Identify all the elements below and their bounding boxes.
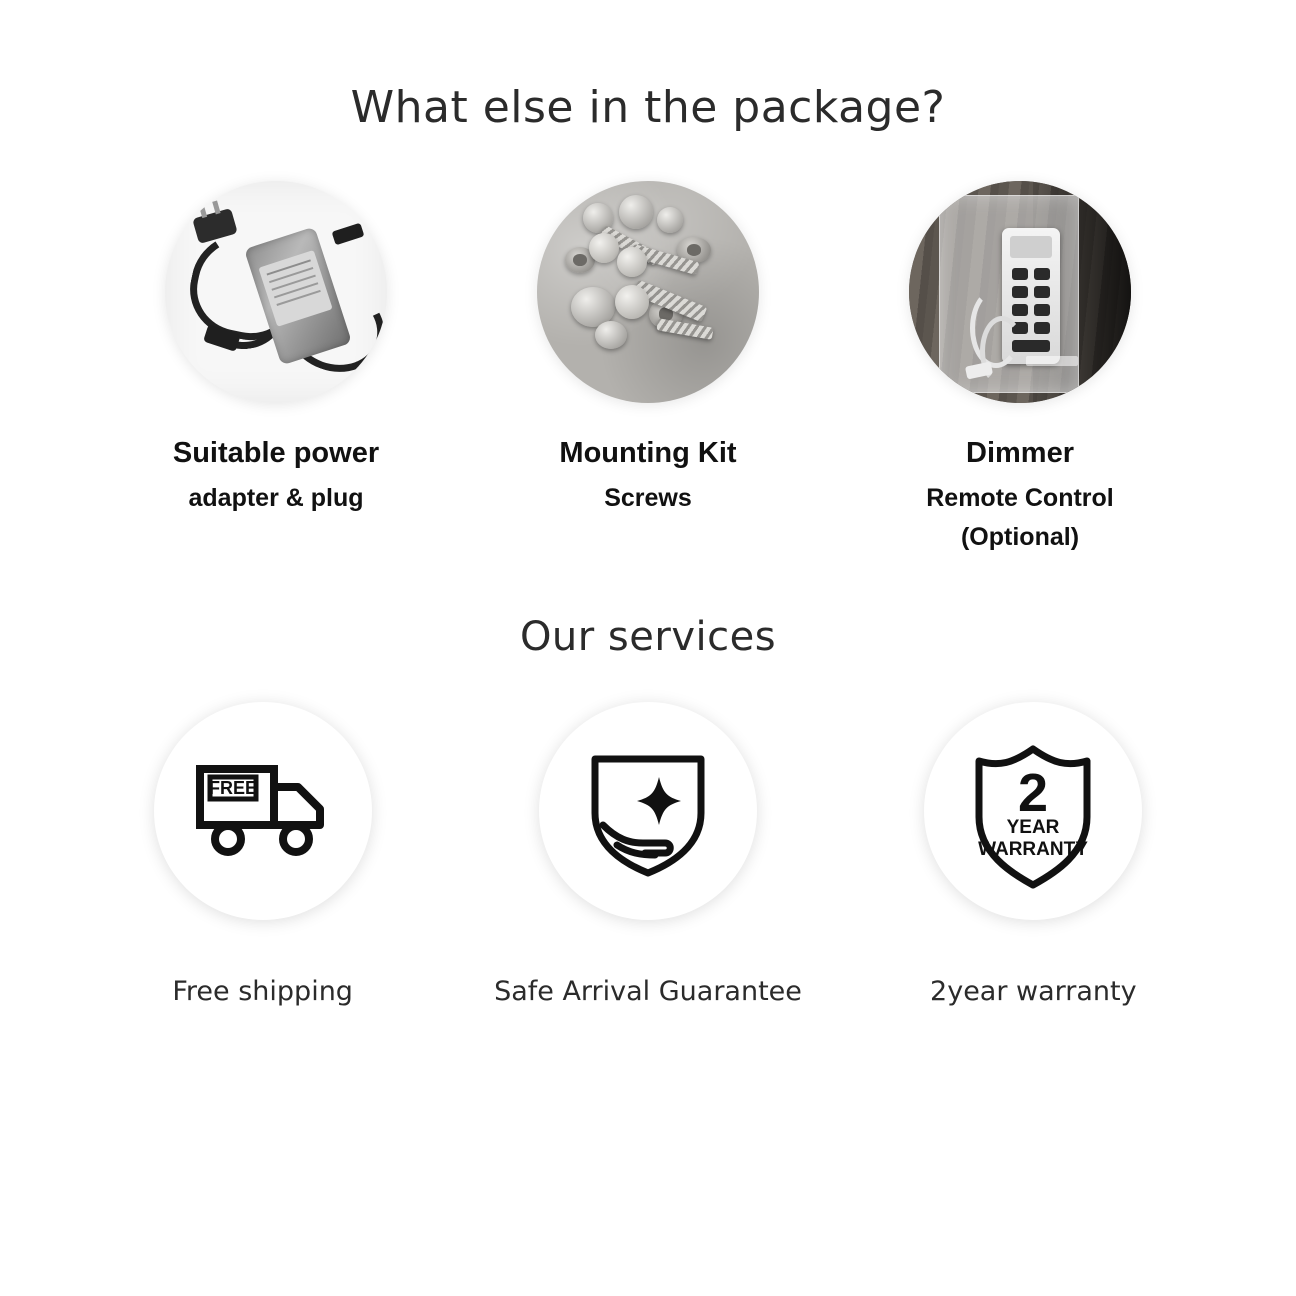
- warranty-word-text: WARRANTY: [978, 838, 1089, 860]
- delivery-truck-icon: [188, 751, 338, 871]
- service-label: Safe Arrival Guarantee: [494, 975, 802, 1007]
- package-item-dimmer: [834, 181, 1206, 552]
- warranty-number: 2: [1018, 762, 1049, 823]
- service-label: Free shipping: [172, 975, 353, 1007]
- warranty-icon-circle: [924, 702, 1142, 920]
- services-section-heading: Our services: [519, 613, 777, 660]
- free-badge-text: FREE: [208, 777, 257, 798]
- service-item-safe-arrival: [455, 702, 840, 1007]
- services-items-row: [0, 702, 1296, 1007]
- power-adapter-photo: [165, 181, 387, 403]
- package-section-heading: What else in the package?: [350, 82, 946, 133]
- package-items-row: [0, 181, 1296, 552]
- free-shipping-icon-circle: [154, 702, 372, 920]
- service-item-warranty: [841, 702, 1226, 1007]
- package-item-subtitle-secondary: (Optional): [960, 522, 1080, 551]
- shield-hand-sparkle-icon: [573, 741, 723, 881]
- package-item-title: Suitable power: [172, 437, 380, 469]
- package-item-subtitle: Screws: [604, 484, 692, 513]
- mounting-screws-photo: [537, 181, 759, 403]
- package-item-subtitle: Remote Control: [926, 484, 1114, 513]
- service-label: 2year warranty: [930, 975, 1137, 1007]
- service-item-free-shipping: [70, 702, 455, 1007]
- package-item-mounting-kit: [462, 181, 834, 515]
- warranty-year-text: YEAR: [1006, 816, 1060, 838]
- package-item-title: Mounting Kit: [559, 437, 737, 469]
- package-item-title: Dimmer: [966, 437, 1074, 469]
- package-item-power: [90, 181, 462, 515]
- safe-arrival-icon-circle: [539, 702, 757, 920]
- warranty-shield-icon: [953, 731, 1113, 891]
- dimmer-remote-photo: [909, 181, 1131, 403]
- package-item-subtitle: adapter & plug: [188, 484, 364, 513]
